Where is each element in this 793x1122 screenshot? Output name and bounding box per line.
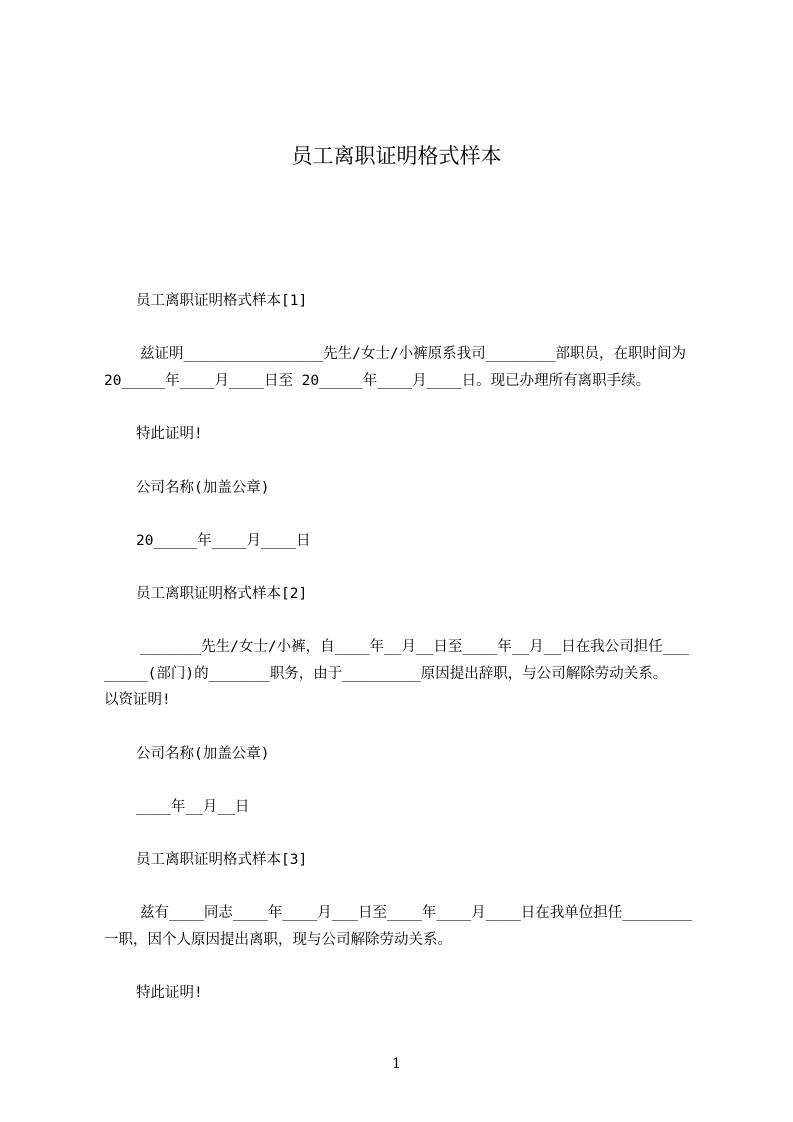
section-2-body-line-3: 以资证明! bbox=[104, 692, 171, 708]
section-2-body-line-1: _______先生/女士/小裤，自____年__月__日至____年__月__日在我公司担任___ bbox=[140, 639, 689, 655]
section-1-body-line-1: 兹证明________________先生/女士/小裤原系我司________部职员，在职时间为 bbox=[140, 346, 686, 362]
section-3-heading: 员工离职证明格式样本[3] bbox=[136, 852, 308, 868]
document-title: 员工离职证明格式样本 bbox=[291, 144, 502, 168]
section-2-company: 公司名称(加盖公章) bbox=[136, 746, 270, 762]
page-number: 1 bbox=[392, 1056, 401, 1072]
section-3-body-line-1: 兹有____同志____年____月___日至____年____月____日在我单位担任________ bbox=[140, 905, 693, 921]
section-2-date: ____年__月__日 bbox=[136, 799, 250, 815]
section-2-heading: 员工离职证明格式样本[2] bbox=[136, 586, 308, 602]
section-3-body-line-2: 一职，因个人原因提出离职，现与公司解除劳动关系。 bbox=[104, 932, 452, 948]
section-1-body-line-2: 20_____年____月____日至 20_____年____月____日。现已办理所有离职手续。 bbox=[104, 373, 651, 389]
section-1-closing: 特此证明! bbox=[136, 426, 203, 442]
section-3-closing: 特此证明! bbox=[136, 985, 203, 1001]
section-2-body-line-2: _____(部门)的_______职务，由于_________原因提出辞职，与公司解除劳动关系。 bbox=[104, 666, 668, 682]
section-1-date: 20_____年____月____日 bbox=[136, 533, 311, 549]
section-1-heading: 员工离职证明格式样本[1] bbox=[136, 293, 308, 309]
section-1-company: 公司名称(加盖公章) bbox=[136, 480, 270, 496]
